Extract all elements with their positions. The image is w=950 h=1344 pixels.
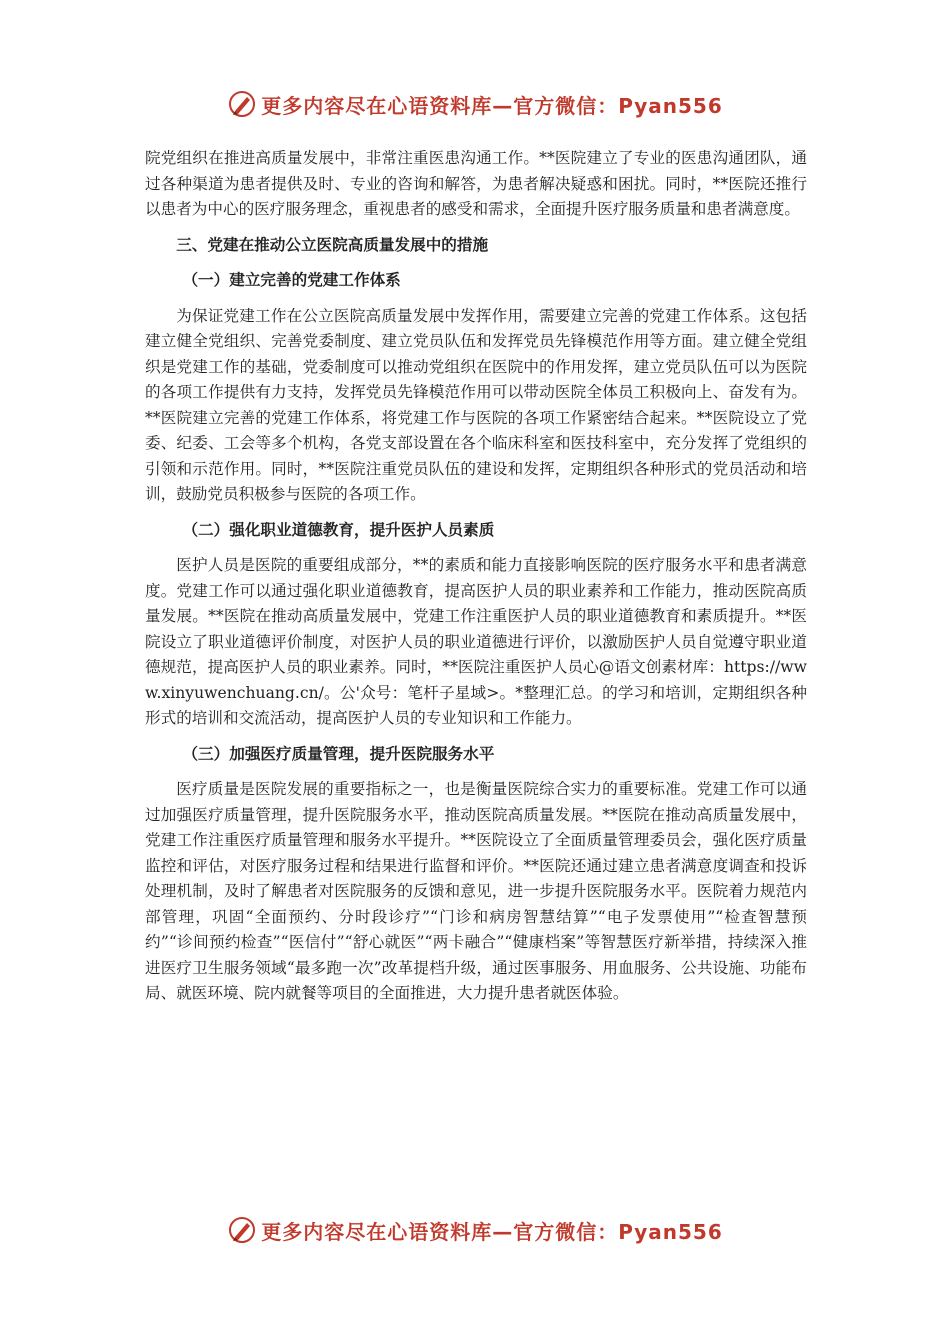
- footer-banner-text: 更多内容尽在心语资料库—官方微信：Pyan556: [261, 1219, 723, 1244]
- section-heading-3: 三、党建在推动公立医院高质量发展中的措施: [176, 235, 489, 254]
- subheading-2: （二）强化职业道德教育，提升医护人员素质: [182, 520, 495, 539]
- subheading-3: （三）加强医疗质量管理，提升医院服务水平: [182, 744, 495, 763]
- pen-icon: [227, 1215, 257, 1245]
- header-banner: [0, 84, 950, 124]
- paragraph-continued: 院党组织在推进高质量发展中，非常注重医患沟通工作。**医院建立了专业的医患沟通团队，通过各种渠道为患者提供及时、专业的咨询和解答，为患者解决疑惑和困扰。同时，**医院还推行以患者为中心的医疗服务理念，重视患者的感受和需求，全面提升医疗服务质量和患者满意度。: [145, 149, 807, 218]
- footer-banner: [0, 1210, 950, 1250]
- subheading-1: （一）建立完善的党建工作体系: [182, 271, 401, 289]
- pen-icon: [227, 89, 257, 119]
- paragraph-quality-management: 医疗质量是医院发展的重要指标之一，也是衡量医院综合实力的重要标准。党建工作可以通过加强医疗质量管理，提升医院服务水平，推动医院高质量发展。**医院在推动高质量发展中，党建工作注重医疗质量管理和服务水平提升。**医院设立了全面质量管理委员会，强化医疗质量监控和评估，对医疗服务过程和结果进行监督和评价。**医院还通过建立患者满意度调查和投诉处理机制，及时了解患者对医院服务的反馈和意见，进一步提升医院服务水平。医院着力规范内部管理，巩固“全面预约、分时段诊疗”“门诊和病房智慧结算”“电子发票使用”“检查智慧预约”“诊间预约检查”“医信付”“舒心就医”“两卡融合”“健康档案”等智慧医疗新举措，持续深入推进医疗卫生服务领域“最多跑一次”改革提档升级，通过医事服务、用血服务、公共设施、功能布局、就医环境、院内就餐等项目的全面推进，大力提升患者就医体验。: [145, 780, 807, 1002]
- document-body: [145, 146, 807, 1017]
- paragraph-ethics-education: 医护人员是医院的重要组成部分，**的素质和能力直接影响医院的医疗服务水平和患者满意度。党建工作可以通过强化职业道德教育，提高医护人员的职业素养和工作能力，推动医院高质量发展。**医院在推动高质量发展中，党建工作注重医护人员的职业道德教育和素质提升。**医院设立了职业道德评价制度，对医护人员的职业道德进行评价，以激励医护人员自觉遵守职业道德规范，提高医护人员的职业素养。同时，**医院注重医护人员心@语文创素材库：https://www.xinyuwenchuang.cn/。公'众号：笔杆子星域>。*整理汇总。的学习和培训，定期组织各种形式的培训和交流活动，提高医护人员的专业知识和工作能力。: [145, 556, 807, 727]
- header-banner-text: 更多内容尽在心语资料库—官方微信：Pyan556: [261, 93, 723, 118]
- paragraph-party-system: 为保证党建工作在公立医院高质量发展中发挥作用，需要建立完善的党建工作体系。这包括建立健全党组织、完善党委制度、建立党员队伍和发挥党员先锋模范作用等方面。建立健全党组织是党建工作的基础，党委制度可以推动党组织在医院中的作用发挥，建立党员队伍可以为医院的各项工作提供有力支持，发挥党员先锋模范作用可以带动医院全体员工积极向上、奋发有为。**医院建立完善的党建工作体系，将党建工作与医院的各项工作紧密结合起来。**医院设立了党委、纪委、工会等多个机构，各党支部设置在各个临床科室和医技科室中，充分发挥了党组织的引领和示范作用。同时，**医院注重党员队伍的建设和发挥，定期组织各种形式的党员活动和培训，鼓励党员积极参与医院的各项工作。: [145, 306, 807, 503]
